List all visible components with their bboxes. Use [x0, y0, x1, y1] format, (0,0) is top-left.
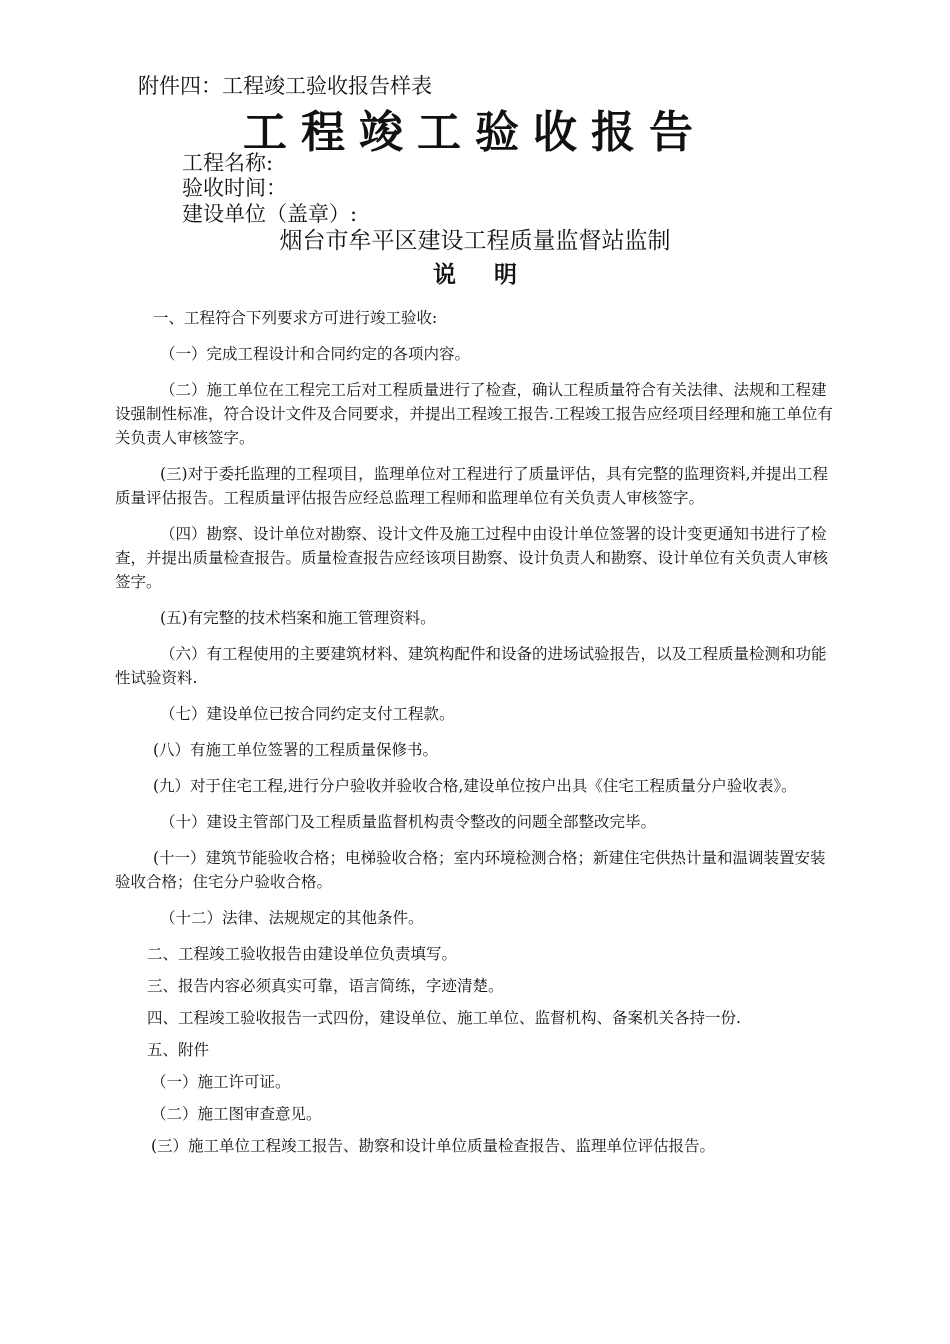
paragraph-19: （二）施工图审查意见。 — [151, 1105, 322, 1123]
paragraph-17: 五、附件 — [147, 1041, 210, 1059]
paragraph-13: （十二）法律、法规规定的其他条件。 — [160, 909, 424, 927]
paragraph-10: (九）对于住宅工程,进行分户验收并验收合格,建设单位按户出具《住宅工程质量分户验收表》。 — [153, 777, 797, 795]
annex-label: 附件四：工程竣工验收报告样表 — [138, 74, 432, 98]
paragraph-3: （二）施工单位在工程完工后对工程质量进行了检查，确认工程质量符合有关法律、法规和工程建设强制性标准，符合设计文件及合同要求，并提出工程竣工报告.工程竣工报告应经项目经理和施工单位有关负责人审核签字。 — [115, 381, 833, 447]
paragraph-4: (三)对于委托监理的工程项目，监理单位对工程进行了质量评估，具有完整的监理资料,并提出工程质量评估报告。工程质量评估报告应经总监理工程师和监理单位有关负责人审核签字。 — [115, 465, 829, 507]
paragraph-11: （十）建设主管部门及工程质量监督机构责令整改的问题全部整改完毕。 — [160, 813, 657, 831]
section-title: 说 明 — [432, 262, 517, 288]
report-title: 工程竣工验收报告 — [243, 107, 707, 158]
paragraph-20: (三）施工单位工程竣工报告、勘察和设计单位质量检查报告、监理单位评估报告。 — [151, 1137, 716, 1155]
paragraph-5: （四）勘察、设计单位对勘察、设计文件及施工过程中由设计单位签署的设计变更通知书进行了检查，并提出质量检查报告。质量检查报告应经该项目勘察、设计负责人和勘察、设计单位有关负责人审核签字。 — [115, 525, 829, 591]
paragraph-12: (十一）建筑节能验收合格；电梯验收合格；室内环境检测合格；新建住宅供热计量和温调装置安装验收合格；住宅分户验收合格。 — [115, 849, 826, 891]
paragraph-16: 四、工程竣工验收报告一式四份，建设单位、施工单位、监督机构、备案机关各持一份. — [147, 1009, 741, 1027]
paragraph-2: （一）完成工程设计和合同约定的各项内容。 — [160, 345, 471, 363]
paragraph-6: (五)有完整的技术档案和施工管理资料。 — [160, 609, 436, 627]
paragraph-1: 一、工程符合下列要求方可进行竣工验收: — [153, 309, 438, 327]
paragraph-14: 二、工程竣工验收报告由建设单位负责填写。 — [147, 945, 458, 963]
acceptance-time-field: 验收时间： — [182, 176, 287, 200]
project-name-field: 工程名称: — [182, 151, 274, 175]
paragraph-7: （六）有工程使用的主要建筑材料、建筑构配件和设备的进场试验报告，以及工程质量检测和功能性试验资料. — [115, 645, 827, 687]
paragraph-18: （一）施工许可证。 — [151, 1073, 291, 1091]
paragraph-15: 三、报告内容必须真实可靠，语言简练，字迹清楚。 — [147, 977, 504, 995]
paragraph-8: （七）建设单位已按合同约定支付工程款。 — [160, 705, 455, 723]
supervisor-line: 烟台市牟平区建设工程质量监督站监制 — [279, 228, 671, 254]
instructions-body — [115, 306, 833, 1166]
construction-unit-field: 建设单位（盖章）: — [182, 202, 358, 226]
paragraph-9: (八）有施工单位签署的工程质量保修书。 — [153, 741, 439, 759]
